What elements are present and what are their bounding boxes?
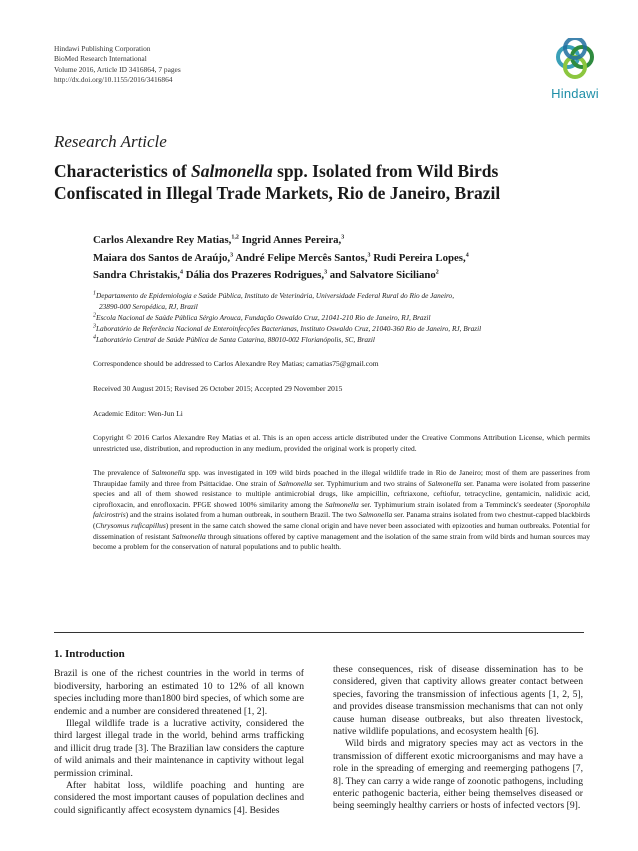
abstract-run: spp. was investigated in 109 wild birds poached in the illegal wildlife trade in Rio de Janeiro; most of them are passerines from Thraupidae family and three from Psittacidae. One strain of [93, 468, 590, 488]
affiliation-continued: 23890-000 Seropédica, RJ, Brazil [99, 302, 198, 311]
article-type: Research Article [54, 132, 167, 151]
doi-link[interactable]: http://dx.doi.org/10.1155/2016/3416864 [54, 75, 173, 85]
abstract-run: through situations offered by captive management and the isolation of the same strain from wild birds and human sources may become a problem for the conservation of natural populations and to public health. [93, 531, 591, 552]
author-list [93, 232, 603, 285]
abstract-run: ser. Typhimurium and two strains of [311, 478, 428, 488]
intro-column-right [333, 664, 583, 813]
author: Ingrid Annes Pereira,$^3$ [241, 234, 345, 246]
publisher: Hindawi Publishing Corporation [54, 44, 151, 53]
intro-column-left [54, 648, 304, 817]
correspondence: Correspondence should be addressed to Carlos Alexandre Rey Matias; camatias75@gmail.com [93, 359, 379, 368]
paragraph: Wild birds and migratory species may act as vectors in the transmission of different exotic microorganisms and may have a role in the spreading of emerging and reemerging pathogens [7, 8]. They can carry a wide range of zoonotic pathogens, including enteric pathogenic bacteria, either being themselves diseased or being seemingly healthy carriers or hosts of infected vectors [9]. [333, 738, 583, 812]
affiliation: $^1$Departamento de Epidemiologia e Saúde Pública, Instituto de Veterinária, Universidade Federal Rural do Rio de Janeiro, [93, 290, 455, 300]
affiliation: $^3$Laboratório de Referência Nacional de Enteroinfecções Bacterianas, Instituto Oswaldo Cruz, 21040-360 Rio de Janeiro, RJ, Brazil [93, 323, 482, 333]
italic-term: Salmonella [427, 478, 462, 488]
italic-term: Salmonella [151, 468, 186, 477]
abstract-run: ser. Panama strains isolated from two chestnut-capped blackbirds ( [93, 510, 590, 530]
abstract-run: ) and the strains isolated from a human outbreak, in southern Brazil. The two [125, 510, 359, 520]
affiliation: $^2$Escola Nacional de Saúde Pública Sérgio Arouca, Fundação Oswaldo Cruz, 21041-210 Rio de Janeiro, RJ, Brazil [93, 312, 431, 322]
affiliation: $^4$Laboratório Central de Saúde Pública de Santa Catarina, 88010-002 Florianópolis, SC, Brazil [93, 334, 375, 344]
paragraph: After habitat loss, wildlife poaching and hunting are considered the most important causes of population declines and could significantly affect ecosystem dynamics [4]. Besides [54, 780, 304, 816]
title-part: Characteristics of [54, 161, 192, 181]
title-line-2: Confiscated in Illegal Trade Markets, Rio de Janeiro, Brazil [54, 183, 501, 203]
journal-name: BioMed Research International [54, 54, 147, 64]
author: and Salvatore Siciliano$^2$ [329, 269, 439, 281]
affiliations [93, 290, 603, 345]
title-part: spp. Isolated from Wild Birds [272, 161, 499, 181]
article-title [54, 160, 594, 204]
abstract-run: The prevalence of [93, 468, 152, 477]
author: Dália dos Prazeres Rodrigues,$^3$ [185, 269, 328, 281]
italic-term: Salmonella [358, 510, 393, 520]
author: Rudi Pereira Lopes,$^4$ [373, 251, 469, 264]
journal-meta [54, 44, 181, 86]
italic-term: Salmonella [171, 531, 206, 541]
author: Sandra Christakis,$^4$ [93, 269, 183, 281]
italic-term: Chrysomus ruficapillus [95, 520, 166, 530]
abstract-run: ser. Panama were isolated from passerine species and all of them showed resistance to multiple antimicrobial drugs, like ampicillin, ceftriaxone, ceftiofur, tetracycline, gentamicin, nalidixic acid, ciprofloxacin, and enrofloxacin. PFGE showed 100% similarity among the [93, 478, 590, 509]
author: Carlos Alexandre Rey Matias,$^{1,2}$ [93, 234, 239, 246]
volume-info: Volume 2016, Article ID 3416864, 7 pages [54, 64, 181, 74]
paragraph: Illegal wildlife trade is a lucrative activity, considered the third largest illegal trade in the world, behind arms trafficking and illicit drug trade [3]. The Brazilian law considers the capture of wild animals and their maintenance in captivity without legal permission criminal. [54, 718, 304, 779]
italic-term: Salmonella [278, 478, 312, 488]
divider [54, 632, 584, 633]
paragraph: Brazil is one of the richest countries in the world in terms of biodiversity, harboring an estimated 10 to 12% of all known species including more than1800 bird species, of which some are endemic and a number are considered threatened [1, 2]. [54, 668, 304, 717]
italic-term: Salmonella [325, 499, 359, 509]
italic-term: Sporophila falcirostris [93, 499, 590, 520]
abstract [93, 468, 590, 553]
author: Maiara dos Santos de Araújo,$^3$ [93, 251, 234, 264]
abstract-text [93, 468, 590, 553]
academic-editor: Academic Editor: Wen-Jun Li [93, 409, 183, 418]
received-dates: Received 30 August 2015; Revised 26 October 2015; Accepted 29 November 2015 [93, 384, 343, 393]
title-genus: Salmonella [191, 161, 273, 181]
author: André Felipe Mercês Santos,$^3$ [235, 251, 371, 264]
hindawi-wordmark: Hindawi [551, 86, 599, 101]
paragraph: these consequences, risk of disease dissemination has to be considered, given that captivity allows greater contact between species, favoring the transmission of infectious agents [1, 2, 5], and provides disease transmission mechanisms that can not only cause human disease outbreaks, but also threaten livestock, native wildlife populations, and ecosystem health [6]. [333, 664, 583, 738]
section-heading: 1. Introduction [54, 648, 125, 660]
abstract-run: ser. Typhimurium strain isolated from a Temminck's seedeater ( [358, 499, 557, 509]
copyright: Copyright © 2016 Carlos Alexandre Rey Matias et al. This is an open access article distributed under the Creative Commons Attribution License, which permits unrestricted use, distribution, and reproduction in any medium, provided the original work is properly cited. [93, 433, 590, 453]
abstract-run: ) present in the same catch showed the same clonal origin and have never been associated with epizooties and human outbreaks. Potential for dissemination of resistant [93, 520, 591, 541]
